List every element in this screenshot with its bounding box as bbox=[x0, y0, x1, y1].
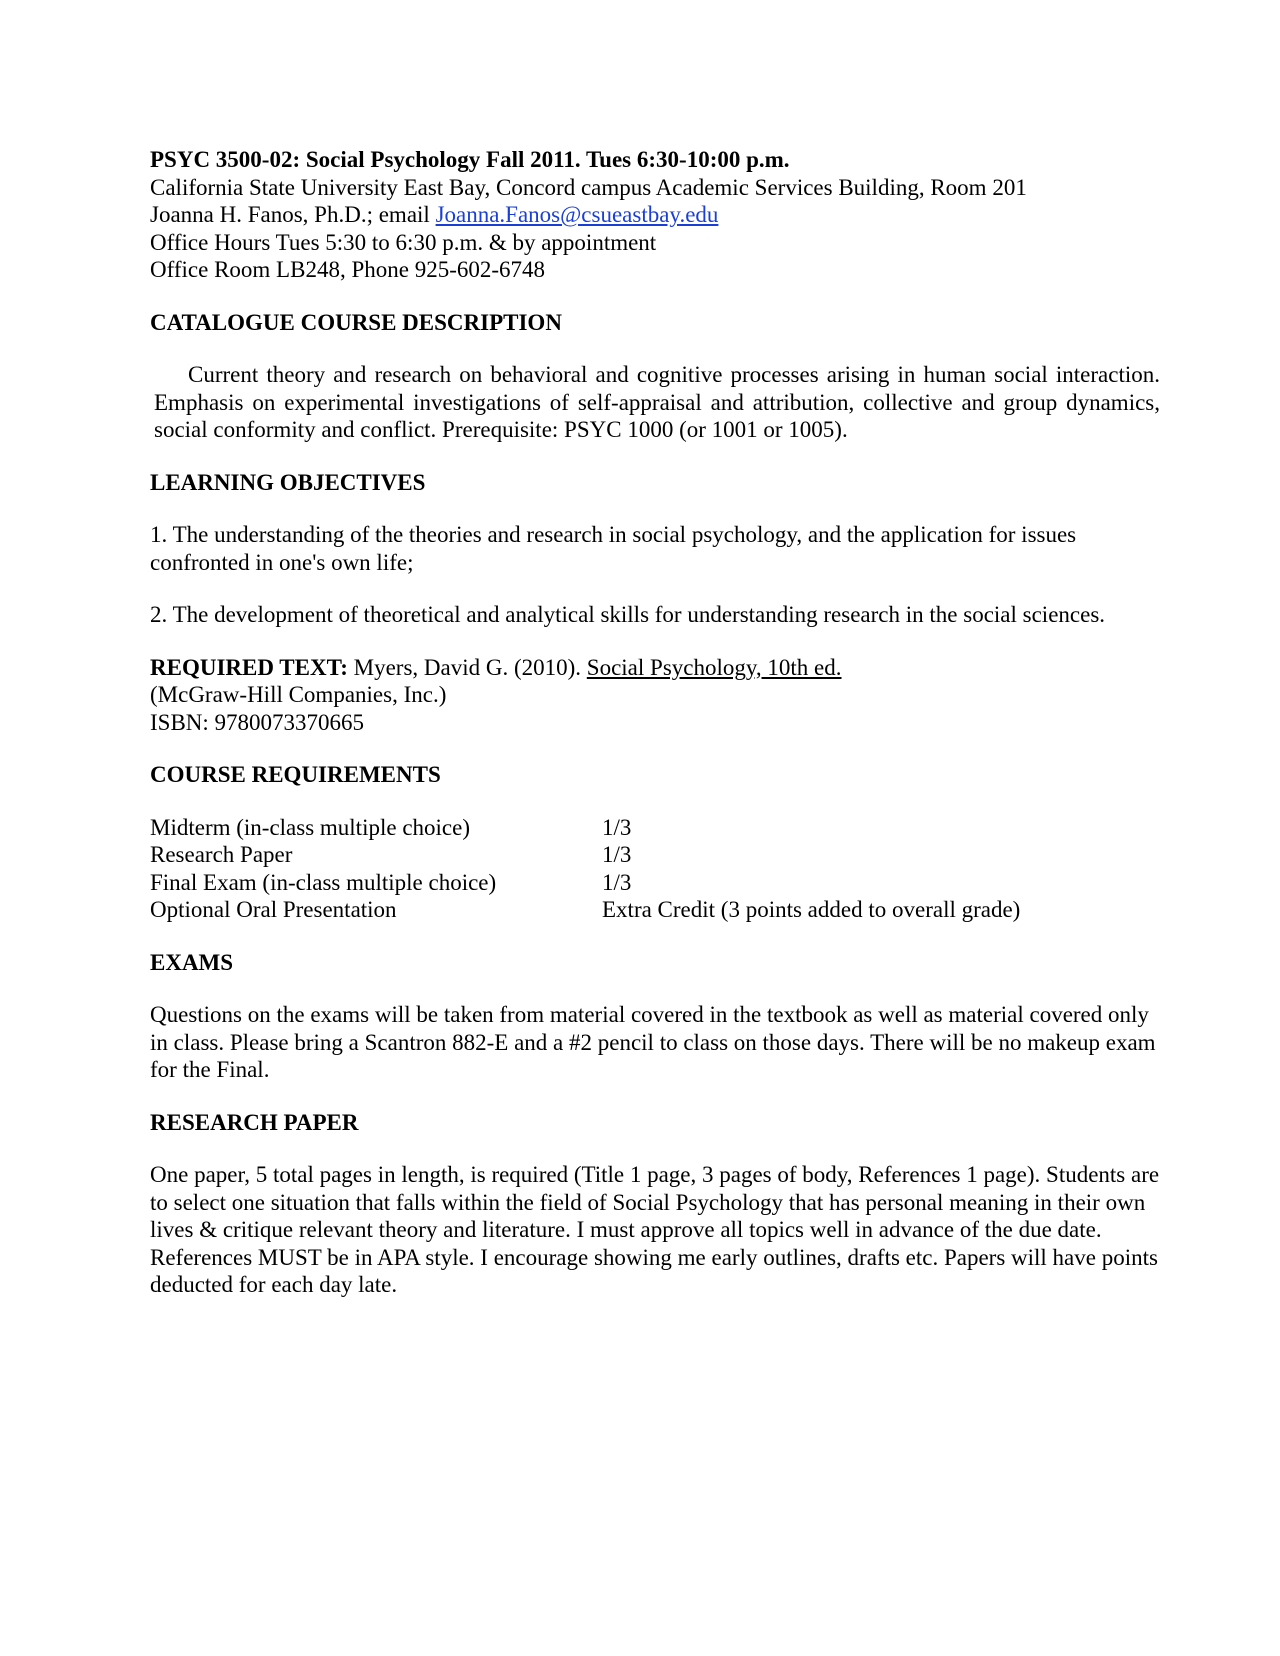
exams-body: Questions on the exams will be taken from material covered in the textbook as well as material covered only in class. Please bring a Scantron 882-E and a #2 pencil to class on those days. There will be no makeup exam for the Final. bbox=[150, 1002, 1156, 1082]
requirement-weight: Extra Credit (3 points added to overall grade) bbox=[602, 897, 1021, 922]
table-row bbox=[150, 814, 1020, 842]
course-location: California State University East Bay, Concord campus Academic Services Building, Room 201 bbox=[150, 174, 1027, 200]
required-text-isbn: ISBN: 9780073370665 bbox=[150, 709, 365, 735]
table-row bbox=[150, 841, 1020, 869]
catalogue-description-text: Current theory and research on behavioral and cognitive processes arising in human social interaction. Emphasis on experimental investigations of self-appraisal and attribution, collective and group dynamics, social conformity and conflict. Prerequisite: PSYC 1000 (or 1001 or 1005). bbox=[154, 362, 1160, 442]
research-paper-heading: RESEARCH PAPER bbox=[150, 1109, 359, 1135]
course-title: PSYC 3500-02: Social Psychology Fall 2011. Tues 6:30-10:00 p.m. bbox=[150, 147, 790, 172]
office-hours: Office Hours Tues 5:30 to 6:30 p.m. & by appointment bbox=[150, 229, 657, 255]
required-text-title: Social Psychology, 10th ed. bbox=[586, 654, 842, 680]
requirements-heading: COURSE REQUIREMENTS bbox=[150, 762, 441, 787]
research-paper-body: One paper, 5 total pages in length, is required (Title 1 page, 3 pages of body, References 1 page). Students are to select one situation that falls within the field of Social Psychology that has personal meaning in their own lives & critique relevant theory and literature. I must approve all topics well in advance of the due date. References MUST be in APA style. I encourage showing me early outlines, drafts etc. Papers will have points deducted for each day late. bbox=[150, 1162, 1160, 1297]
exams-heading: EXAMS bbox=[150, 949, 234, 975]
instructor-name: Joanna H. Fanos, Ph.D.; email bbox=[150, 202, 436, 227]
requirements-table bbox=[150, 814, 1020, 924]
requirement-item: Final Exam (in-class multiple choice) bbox=[150, 869, 497, 895]
syllabus-page bbox=[150, 146, 1160, 1299]
catalogue-heading: CATALOGUE COURSE DESCRIPTION bbox=[150, 309, 562, 335]
requirement-item: Research Paper bbox=[150, 842, 293, 867]
catalogue-description bbox=[150, 361, 1160, 444]
objective-item-1: 1. The understanding of the theories and research in social psychology, and the application for issues confronted in one's own life; bbox=[150, 522, 1077, 575]
instructor-email-link[interactable]: Joanna.Fanos@csueastbay.edu bbox=[435, 202, 719, 227]
required-text-line bbox=[150, 654, 1160, 682]
required-text-author: Myers, David G. (2010). bbox=[347, 654, 587, 680]
office-room: Office Room LB248, Phone 925-602-6748 bbox=[150, 257, 546, 282]
requirement-weight: 1/3 bbox=[602, 814, 632, 840]
requirement-weight: 1/3 bbox=[602, 869, 632, 895]
objectives-heading: LEARNING OBJECTIVES bbox=[150, 469, 426, 495]
table-row bbox=[150, 896, 1020, 924]
required-text-publisher: (McGraw-Hill Companies, Inc.) bbox=[150, 682, 447, 707]
requirement-item: Midterm (in-class multiple choice) bbox=[150, 814, 470, 840]
instructor-line bbox=[150, 201, 1160, 229]
required-text-label: REQUIRED TEXT: bbox=[150, 654, 348, 680]
table-row bbox=[150, 869, 1020, 897]
requirement-weight: 1/3 bbox=[602, 842, 632, 867]
requirement-item: Optional Oral Presentation bbox=[150, 897, 397, 922]
objective-item-2: 2. The development of theoretical and analytical skills for understanding research in the social sciences. bbox=[150, 602, 1106, 627]
